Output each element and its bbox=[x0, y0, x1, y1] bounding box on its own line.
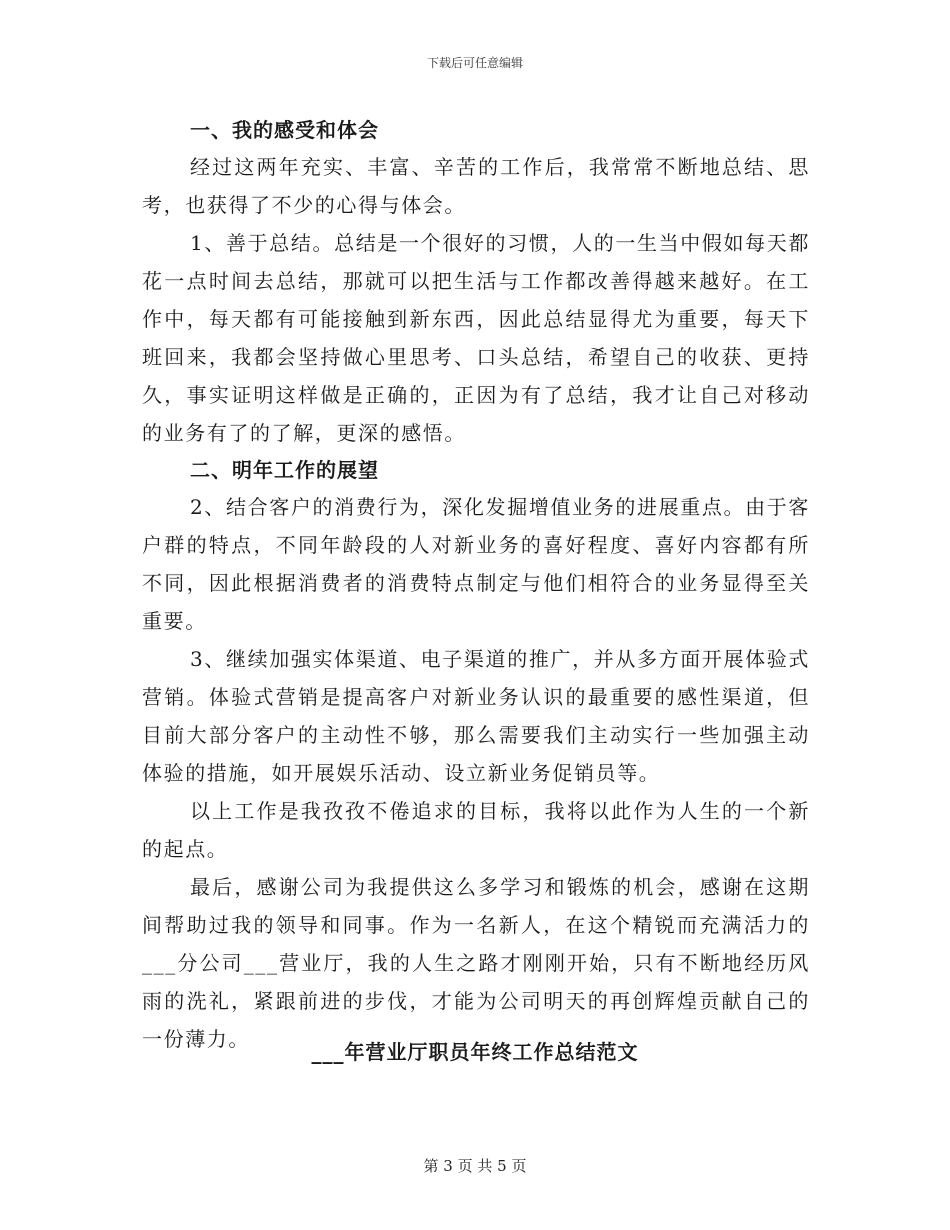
document-body bbox=[142, 112, 810, 1058]
next-document-title: ___年营业厅职员年终工作总结范文 bbox=[311, 1040, 639, 1064]
section-heading-1: 一、我的感受和体会 bbox=[190, 118, 379, 142]
paragraph: 3、继续加强实体渠道、电子渠道的推广，并从多方面开展体验式营销。体验式营销是提高客户对新业务认识的最重要的感性渠道，但目前大部分客户的主动性不够，那么需要我们主动实行一些加强主动体验的措施，如开展娱乐活动、设立新业务促销员等。 bbox=[142, 647, 810, 785]
paragraph: 最后，感谢公司为我提供这么多学习和锻炼的机会，感谢在这期间帮助过我的领导和同事。作为一名新人，在这个精锐而充满活力的___分公司___营业厅，我的人生之路才刚刚开始，只有不断地经历风雨的洗礼，紧跟前进的步伐，才能为公司明天的再创辉煌贡献自己的一份薄力。 bbox=[142, 875, 810, 1051]
section-heading-2: 二、明年工作的展望 bbox=[190, 458, 379, 482]
paragraph: 2、结合客户的消费行为，深化发掘增值业务的进展重点。由于客户群的特点，不同年龄段的人对新业务的喜好程度、喜好内容都有所不同，因此根据消费者的消费特点制定与他们相符合的业务显得至关重要。 bbox=[142, 495, 810, 633]
paragraph: 1、善于总结。总结是一个很好的习惯，人的一生当中假如每天都花一点时间去总结，那就可以把生活与工作都改善得越来越好。在工作中，每天都有可能接触到新东西，因此总结显得尤为重要，每天下班回来，我都会坚持做心里思考、口头总结，希望自己的收获、更持久，事实证明这样做是正确的，正因为有了总结，我才让自己对移动的业务有了的了解，更深的感悟。 bbox=[142, 231, 810, 445]
paragraph: 经过这两年充实、丰富、辛苦的工作后，我常常不断地总结、思考，也获得了不少的心得与体会。 bbox=[142, 155, 810, 217]
header-note: 下载后可任意编辑 bbox=[426, 56, 523, 70]
page-indicator: 第 3 页 共 5 页 bbox=[423, 1157, 527, 1175]
paragraph: 以上工作是我孜孜不倦追求的目标，我将以此作为人生的一个新的起点。 bbox=[142, 799, 810, 861]
